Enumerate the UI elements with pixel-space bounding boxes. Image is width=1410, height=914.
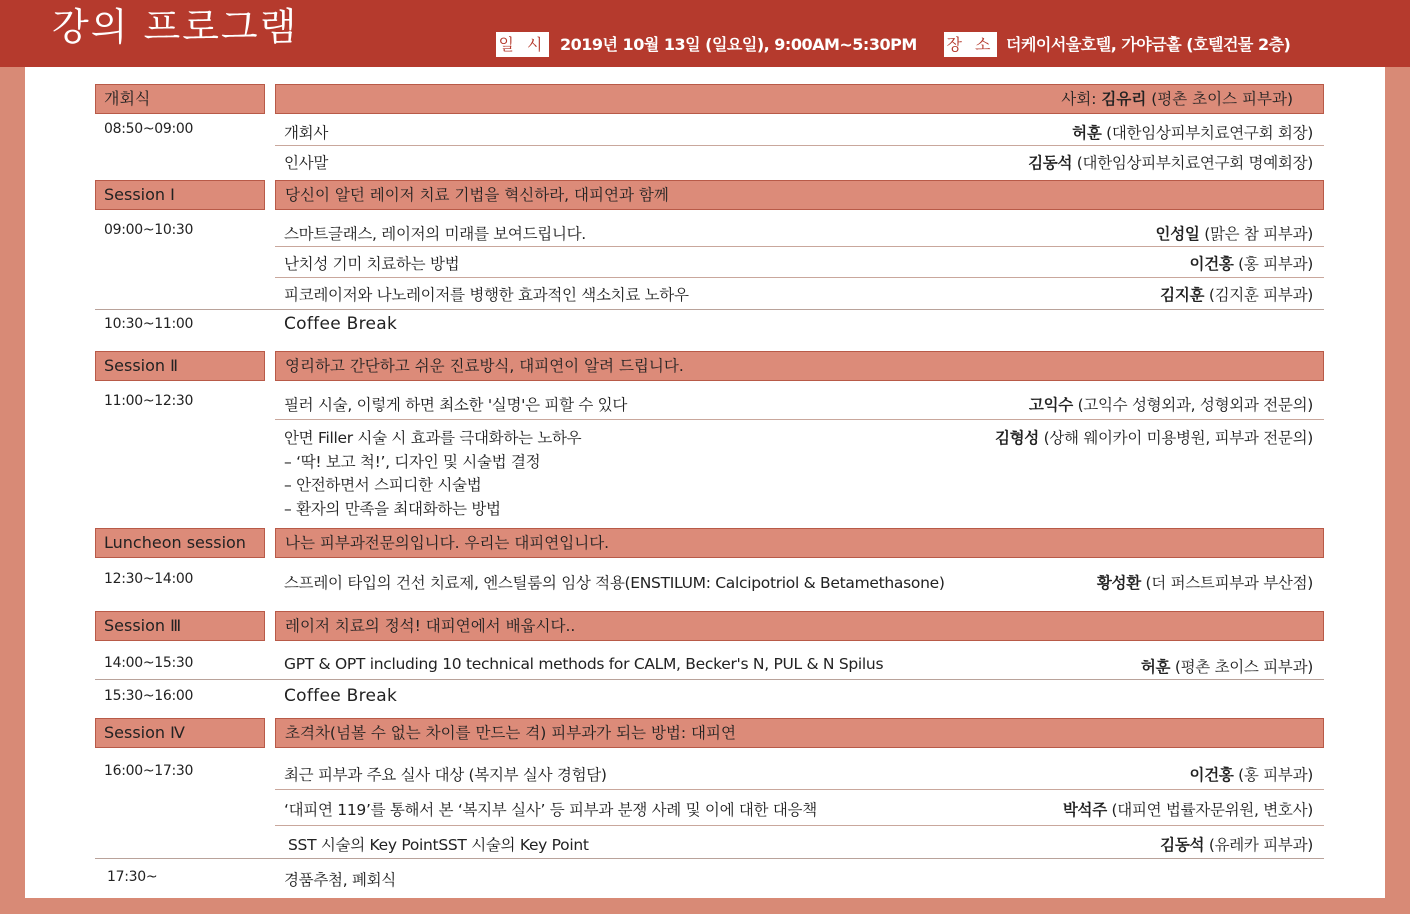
talk-title: 피코레이저와 나노레이저를 병행한 효과적인 색소치료 노하우 (284, 286, 689, 304)
row-divider (275, 419, 1324, 420)
talk-speaker: 고익수 (고익수 성형외과, 성형외과 전문의) (1028, 396, 1313, 414)
session-title-opening (275, 84, 1324, 114)
bottom-band (0, 898, 1410, 914)
closing-title: 경품추첨, 폐회식 (284, 871, 396, 889)
talk-speaker: 김지훈 (김지훈 피부과) (1160, 286, 1313, 304)
talk-title: 안면 Filler 시술 시 효과를 극대화하는 노하우 (284, 429, 582, 447)
talk-title: 개회사 (284, 124, 329, 142)
talk-speaker: 허훈 (평촌 초이스 피부과) (1140, 658, 1313, 676)
talk-speaker: 이건홍 (홍 피부과) (1189, 255, 1313, 273)
date-label-badge: 일 시 (496, 32, 549, 57)
talk-title: 스프레이 타입의 건선 치료제, 엔스틸룸의 임상 적용(ENSTILUM: Calcipotriol & Betamethasone) (284, 574, 945, 592)
session-title-1: 당신이 알던 레이저 치료 기법을 혁신하라, 대피연과 함께 (275, 180, 1324, 210)
talk-speaker: 김형성 (상해 웨이카이 미용병원, 피부과 전문의) (994, 429, 1313, 447)
talk-speaker: 박석주 (대피연 법률자문위원, 변호사) (1062, 801, 1313, 819)
talk-speaker: 황성환 (더 퍼스트피부과 부산점) (1096, 574, 1313, 592)
talk-speaker: 이건홍 (홍 피부과) (1189, 766, 1313, 784)
place-label-badge: 장 소 (944, 32, 997, 57)
section-divider (95, 309, 1324, 310)
talk-speaker: 김동석 (대한임상피부치료연구회 명예회장) (1028, 154, 1313, 172)
session-label-2: Session Ⅱ (95, 351, 265, 381)
date-value: 2019년 10월 13일 (일요일), 9:00AM~5:30PM (560, 35, 917, 54)
header-bar (0, 0, 1410, 67)
talk-subpoint: – 환자의 만족을 최대화하는 방법 (284, 500, 501, 518)
talk-title: 최근 피부과 주요 실사 대상 (복지부 실사 경험담) (284, 766, 607, 784)
session-label-luncheon: Luncheon session (95, 528, 265, 558)
talk-subpoint: – 안전하면서 스피디한 시술법 (284, 476, 482, 494)
session-title-2: 영리하고 간단하고 쉬운 진료방식, 대피연이 알려 드립니다. (275, 351, 1324, 381)
time-luncheon: 12:30~14:00 (104, 571, 194, 587)
time-closing: 17:30~ (107, 869, 158, 885)
time-session-4: 16:00~17:30 (104, 763, 194, 779)
talk-title: 난치성 기미 치료하는 방법 (284, 255, 460, 273)
session-label-opening: 개회식 (95, 84, 265, 114)
section-divider (95, 858, 1324, 859)
talk-title: 인사말 (284, 154, 329, 172)
talk-subpoint: – ‘딱! 보고 척!’, 디자인 및 시술법 결정 (284, 453, 541, 471)
talk-speaker: 인성일 (맑은 참 피부과) (1155, 225, 1313, 243)
coffee-break: Coffee Break (284, 686, 398, 706)
talk-title: GPT & OPT including 10 technical methods for CALM, Becker's N, PUL & N Spilus (284, 655, 884, 673)
time-session-3: 14:00~15:30 (104, 655, 194, 671)
coffee-break: Coffee Break (284, 314, 398, 334)
talk-speaker: 김동석 (유레카 피부과) (1160, 836, 1313, 854)
talk-title: ‘대피연 119’를 통해서 본 ‘복지부 실사’ 등 피부과 분쟁 사례 및 이에 대한 대응책 (284, 801, 817, 819)
session-label-4: Session Ⅳ (95, 718, 265, 748)
talk-title: 필러 시술, 이렇게 하면 최소한 '실명'은 피할 수 있다 (284, 396, 628, 414)
row-divider (275, 789, 1324, 790)
page-title: 강의 프로그램 (52, 5, 299, 49)
row-divider (275, 277, 1324, 278)
section-divider (95, 679, 1324, 680)
time-opening: 08:50~09:00 (104, 121, 194, 137)
session-title-3: 레이저 치료의 정석! 대피연에서 배웁시다.. (275, 611, 1324, 641)
time-break-1: 10:30~11:00 (104, 316, 194, 332)
session-label-3: Session Ⅲ (95, 611, 265, 641)
session-title-luncheon: 나는 피부과전문의입니다. 우리는 대피연입니다. (275, 528, 1324, 558)
session-title-4: 초격차(넘볼 수 없는 차이를 만드는 격) 피부과가 되는 방법: 대피연 (275, 718, 1324, 748)
row-divider (275, 825, 1324, 826)
talk-title: 스마트글래스, 레이저의 미래를 보여드립니다. (284, 225, 586, 243)
talk-speaker: 허훈 (대한임상피부치료연구회 회장) (1072, 124, 1313, 142)
session-label-1: Session Ⅰ (95, 180, 265, 210)
row-divider (275, 145, 1324, 146)
talk-title: SST 시술의 Key PointSST 시술의 Key Point (288, 836, 589, 854)
row-divider (275, 246, 1324, 247)
moderator: 사회: 김유리 (평촌 초이스 피부과) (1061, 90, 1293, 108)
time-break-2: 15:30~16:00 (104, 688, 194, 704)
time-session-2: 11:00~12:30 (104, 393, 194, 409)
time-session-1: 09:00~10:30 (104, 222, 194, 238)
place-value: 더케이서울호텔, 가야금홀 (호텔건물 2층) (1006, 35, 1291, 54)
